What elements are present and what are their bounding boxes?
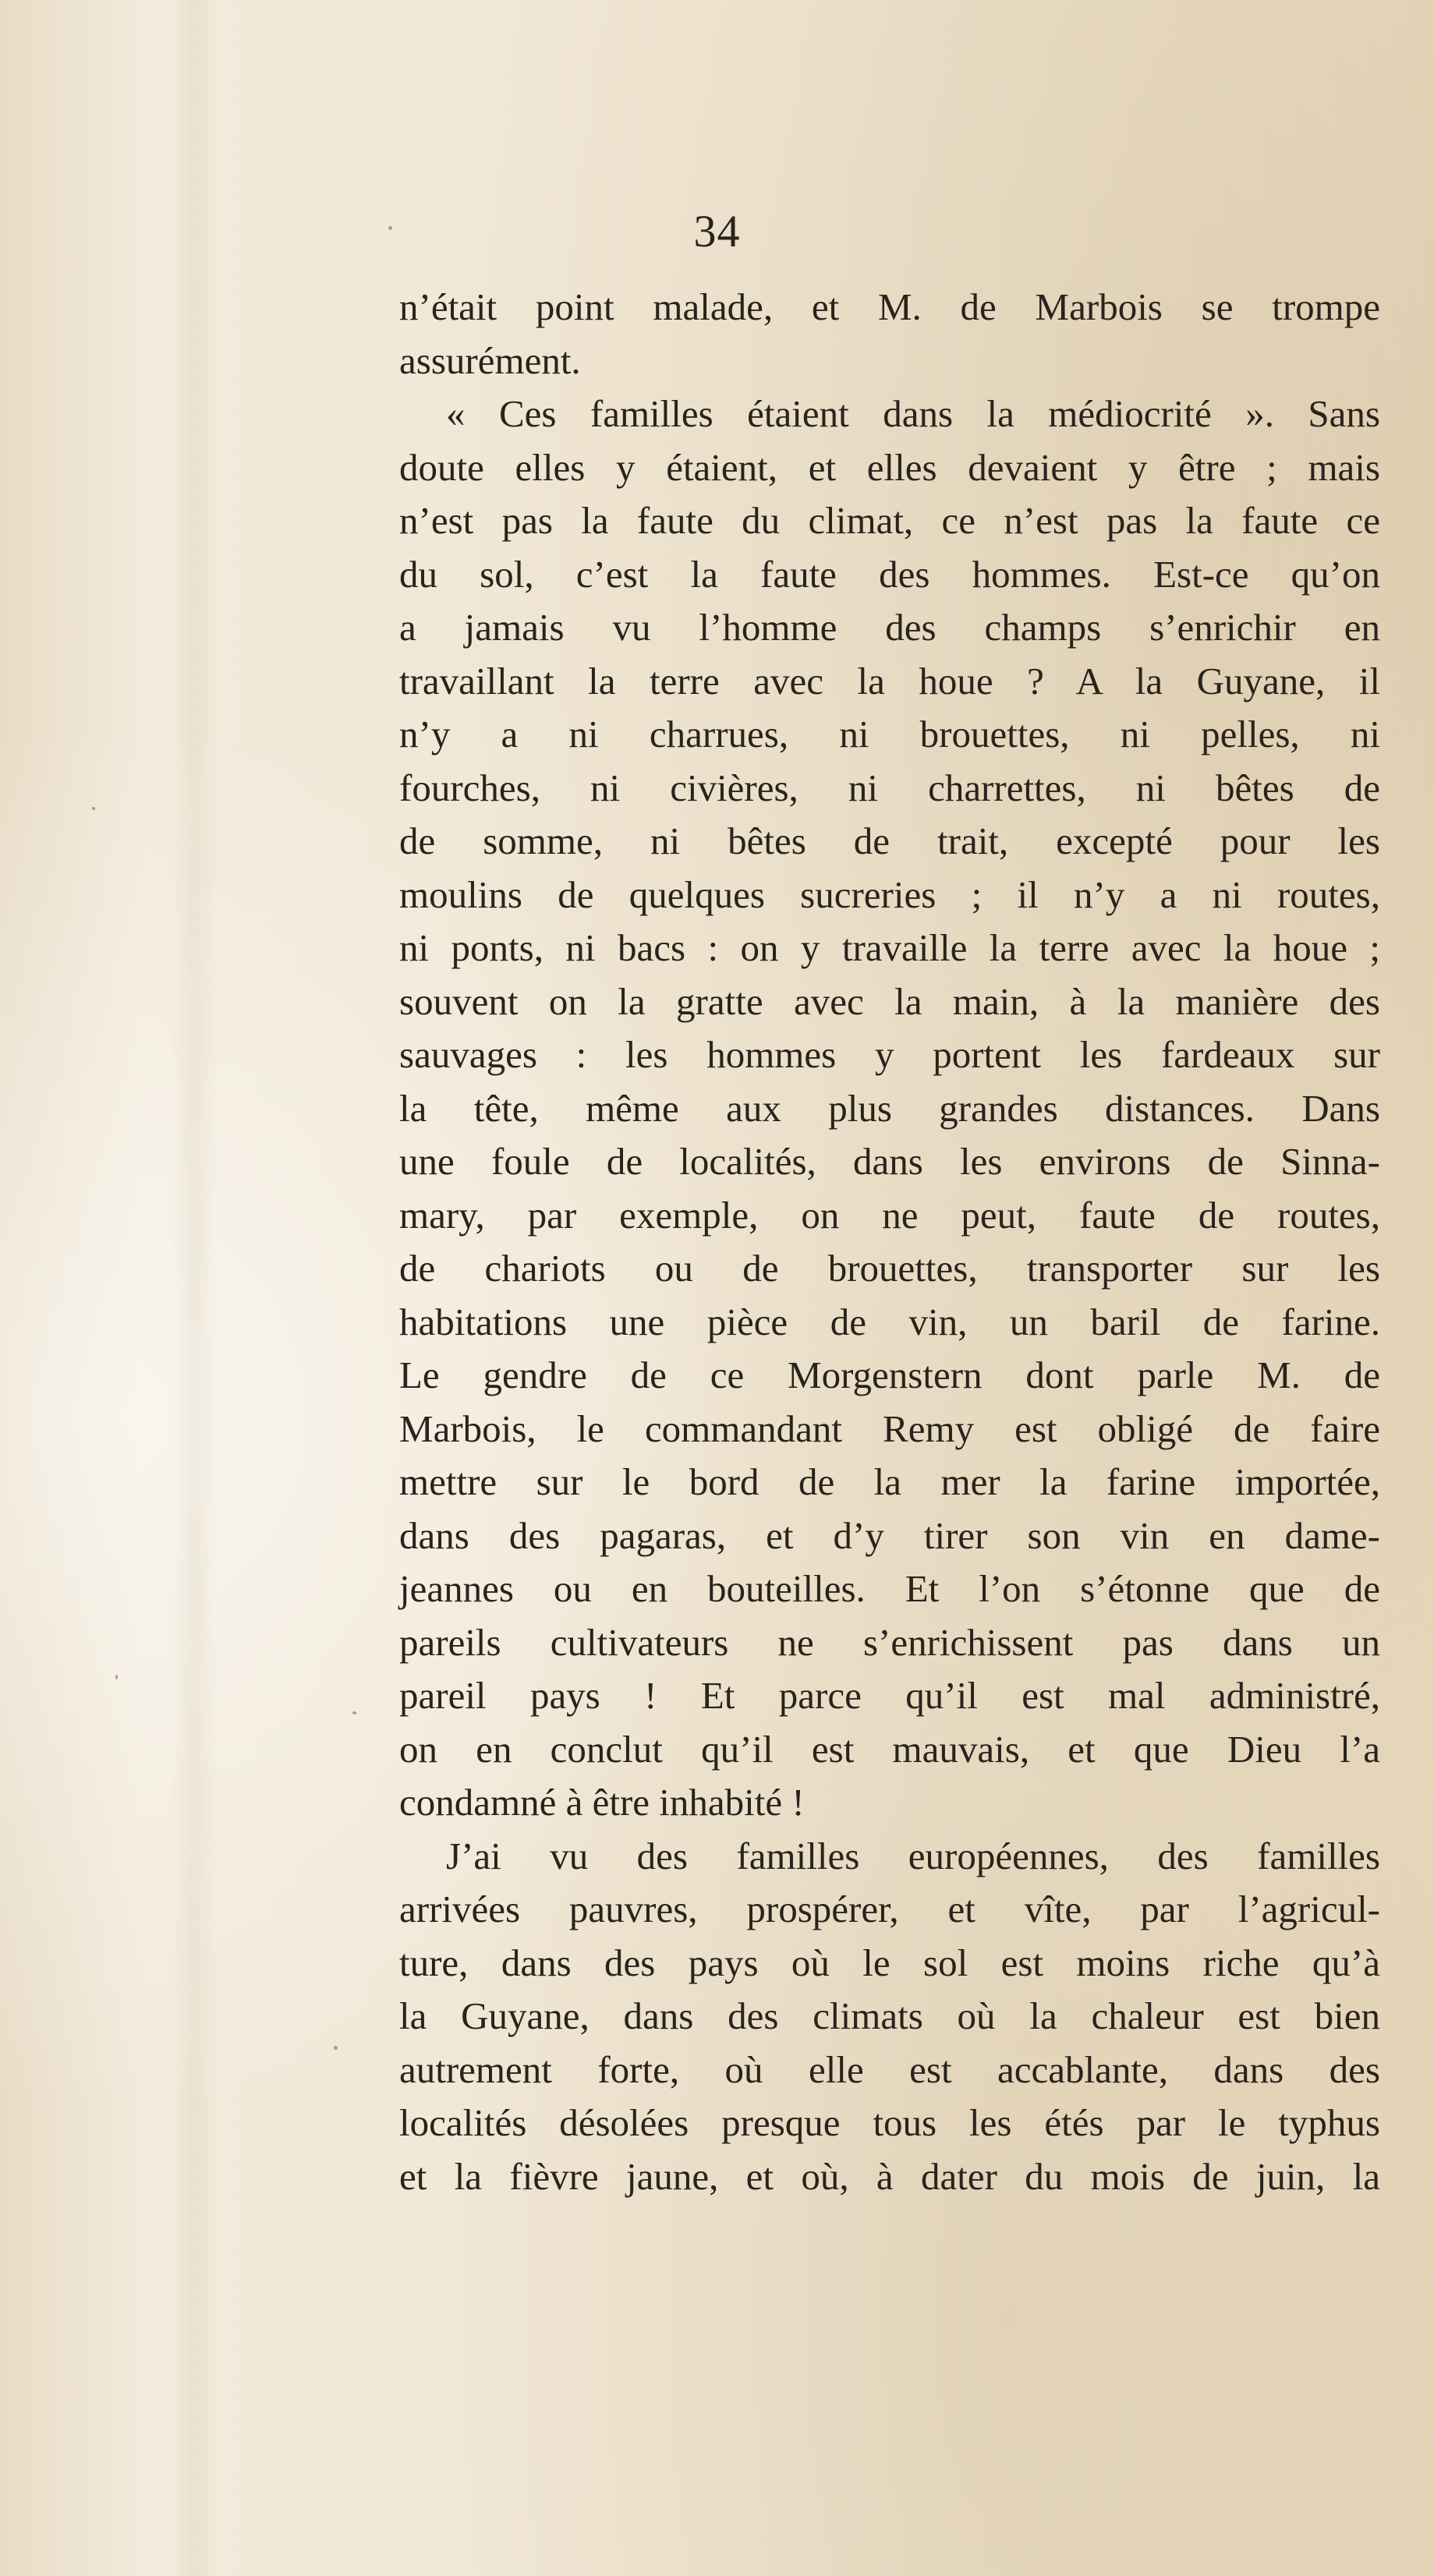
text-line: n’était point malade, et M. de Marbois se trompe (399, 285, 1380, 328)
text-line: localités désolées presque tous les étés par le typhus (399, 2101, 1380, 2144)
text-line: de chariots ou de brouettes, transporter sur les (399, 1247, 1380, 1290)
text-line: on en conclut qu’il est mauvais, et que Dieu l’a (399, 1727, 1380, 1771)
page-fold-shadow (172, 0, 218, 2576)
text-line: de somme, ni bêtes de trait, excepté pour les (399, 819, 1380, 862)
ink-speck (92, 807, 95, 810)
text-line: J’ai vu des familles européennes, des familles (446, 1834, 1380, 1877)
text-line: souvent on la gratte avec la main, à la manière des (399, 979, 1380, 1023)
text-line: sauvages : les hommes y portent les fardeaux sur (399, 1033, 1380, 1076)
ink-speck (388, 226, 392, 230)
text-line: habitations une pièce de vin, un baril de farine. (399, 1300, 1380, 1343)
text-line: autrement forte, où elle est accablante, dans des (399, 2047, 1380, 2091)
text-line: du sol, c’est la faute des hommes. Est-ce qu’on (399, 552, 1380, 596)
text-line: jeannes ou en bouteilles. Et l’on s’étonne que de (399, 1567, 1380, 1610)
text-line: doute elles y étaient, et elles devaient y être ; mais (399, 445, 1380, 489)
text-line: et la fièvre jaune, et où, à dater du mois de juin, la (399, 2154, 1380, 2198)
ink-speck (334, 2046, 338, 2050)
text-line: travaillant la terre avec la houe ? A la Guyane, il (399, 659, 1380, 702)
text-line: mary, par exemple, on ne peut, faute de routes, (399, 1193, 1380, 1237)
page-number: 34 (693, 206, 741, 257)
body-text (399, 281, 1380, 2203)
text-line: condamné à être inhabité ! (399, 1781, 805, 1824)
text-line: la tête, même aux plus grandes distances. Dans (399, 1086, 1380, 1130)
text-line: mettre sur le bord de la mer la farine importée, (399, 1460, 1380, 1503)
text-line: dans des pagaras, et d’y tirer son vin en dame- (399, 1513, 1380, 1557)
text-line: « Ces familles étaient dans la médiocrité ». Sans (446, 392, 1380, 435)
text-line: moulins de quelques sucreries ; il n’y a ni routes, (399, 872, 1380, 916)
text-line: arrivées pauvres, prospérer, et vîte, par l’agricul- (399, 1888, 1380, 1930)
ink-speck (115, 1675, 118, 1679)
text-line: Marbois, le commandant Remy est obligé de faire (399, 1407, 1380, 1450)
text-line: n’est pas la faute du climat, ce n’est pas la faute ce (399, 499, 1380, 542)
text-line: une foule de localités, dans les environs de Sinna- (399, 1140, 1380, 1183)
text-line: assurément. (399, 338, 581, 382)
text-line: ni ponts, ni bacs : on y travaille la terre avec la houe ; (399, 926, 1380, 969)
text-line: la Guyane, dans des climats où la chaleur est bien (399, 1994, 1380, 2037)
text-line: pareil pays ! Et parce qu’il est mal administré, (399, 1674, 1380, 1717)
text-line: fourches, ni civières, ni charrettes, ni bêtes de (399, 766, 1380, 809)
text-line: n’y a ni charrues, ni brouettes, ni pelles, ni (399, 713, 1380, 755)
text-line: pareils cultivateurs ne s’enrichissent pas dans un (399, 1620, 1380, 1664)
text-line: ture, dans des pays où le sol est moins riche qu’à (399, 1941, 1380, 1984)
text-line: Le gendre de ce Morgenstern dont parle M. de (399, 1353, 1380, 1396)
ink-speck (352, 1711, 356, 1714)
text-line: a jamais vu l’homme des champs s’enrichir en (399, 606, 1380, 649)
